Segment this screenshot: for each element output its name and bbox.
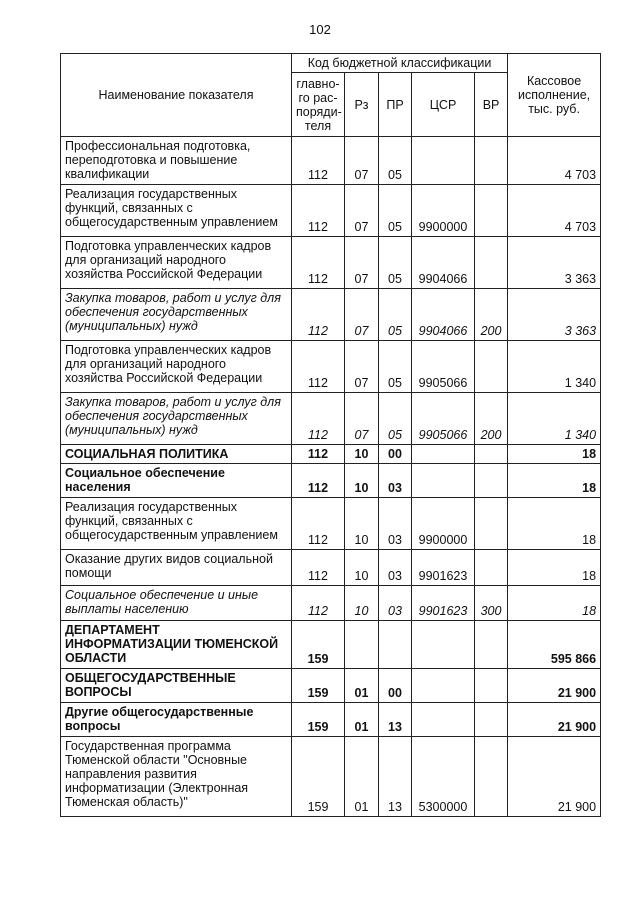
row-name: ДЕПАРТАМЕНТ ИНФОРМАТИЗАЦИИ ТЮМЕНСКОЙ ОБЛАСТИ xyxy=(61,621,292,669)
row-amount: 4 703 xyxy=(508,137,601,185)
row-name: Закупка товаров, работ и услуг для обеспечения государственных (муниципальных) нужд xyxy=(61,393,292,445)
row-pr: 05 xyxy=(379,185,412,237)
row-rz: 07 xyxy=(345,185,379,237)
row-vr xyxy=(475,445,508,464)
row-amount: 18 xyxy=(508,445,601,464)
row-pr xyxy=(379,621,412,669)
row-csr: 5300000 xyxy=(412,737,475,817)
row-pr: 05 xyxy=(379,289,412,341)
row-amount: 1 340 xyxy=(508,393,601,445)
row-amount: 4 703 xyxy=(508,185,601,237)
row-name: Социальное обеспечение и иные выплаты населению xyxy=(61,586,292,621)
header-budget-code: Код бюджетной классификации xyxy=(292,54,508,73)
table-row xyxy=(61,393,601,445)
table-row xyxy=(61,498,601,550)
row-pr: 03 xyxy=(379,464,412,498)
row-glavn: 112 xyxy=(292,464,345,498)
row-rz: 07 xyxy=(345,393,379,445)
row-name: Государственная программа Тюменской области "Основные направления развития информатизации (Электронная Тюменская область)" xyxy=(61,737,292,817)
row-rz xyxy=(345,621,379,669)
row-name: ОБЩЕГОСУДАРСТВЕННЫЕ ВОПРОСЫ xyxy=(61,669,292,703)
row-csr xyxy=(412,621,475,669)
row-glavn: 112 xyxy=(292,237,345,289)
row-name: Закупка товаров, работ и услуг для обеспечения государственных (муниципальных) нужд xyxy=(61,289,292,341)
table-row xyxy=(61,586,601,621)
row-csr xyxy=(412,137,475,185)
row-vr xyxy=(475,737,508,817)
row-vr xyxy=(475,185,508,237)
row-csr xyxy=(412,703,475,737)
row-vr xyxy=(475,237,508,289)
row-glavn: 112 xyxy=(292,137,345,185)
row-csr: 9901623 xyxy=(412,586,475,621)
row-amount: 18 xyxy=(508,464,601,498)
header-vr: ВР xyxy=(475,73,508,137)
row-glavn: 159 xyxy=(292,737,345,817)
table-row xyxy=(61,550,601,586)
row-amount: 21 900 xyxy=(508,703,601,737)
row-vr xyxy=(475,498,508,550)
row-vr xyxy=(475,464,508,498)
row-glavn: 112 xyxy=(292,498,345,550)
row-csr: 9905066 xyxy=(412,393,475,445)
row-name: Другие общегосударственные вопросы xyxy=(61,703,292,737)
header-indicator-name: Наименование показателя xyxy=(61,54,292,137)
row-pr: 03 xyxy=(379,498,412,550)
row-rz: 10 xyxy=(345,464,379,498)
row-rz: 07 xyxy=(345,137,379,185)
row-vr xyxy=(475,341,508,393)
row-name: Оказание других видов социальной помощи xyxy=(61,550,292,586)
row-amount: 3 363 xyxy=(508,289,601,341)
row-rz: 10 xyxy=(345,445,379,464)
table-row xyxy=(61,341,601,393)
row-amount: 18 xyxy=(508,550,601,586)
row-glavn: 112 xyxy=(292,185,345,237)
row-pr: 03 xyxy=(379,586,412,621)
table-row xyxy=(61,289,601,341)
row-amount: 21 900 xyxy=(508,737,601,817)
header-rz: Рз xyxy=(345,73,379,137)
row-amount: 21 900 xyxy=(508,669,601,703)
row-name: Подготовка управленческих кадров для организаций народного хозяйства Российской Федерации xyxy=(61,237,292,289)
row-glavn: 159 xyxy=(292,703,345,737)
row-amount: 595 866 xyxy=(508,621,601,669)
table-row xyxy=(61,703,601,737)
header-csr: ЦСР xyxy=(412,73,475,137)
header-pr: ПР xyxy=(379,73,412,137)
row-vr xyxy=(475,703,508,737)
row-rz: 10 xyxy=(345,586,379,621)
row-csr xyxy=(412,669,475,703)
header-main-manager: главно-го рас-поряди-теля xyxy=(292,73,345,137)
table-row xyxy=(61,669,601,703)
row-amount: 3 363 xyxy=(508,237,601,289)
row-glavn: 112 xyxy=(292,550,345,586)
row-pr: 00 xyxy=(379,445,412,464)
row-vr: 300 xyxy=(475,586,508,621)
row-rz: 07 xyxy=(345,341,379,393)
row-name: Реализация государственных функций, связанных с общегосударственным управлением xyxy=(61,498,292,550)
row-csr: 9905066 xyxy=(412,341,475,393)
header-cash-execution: Кассовое исполнение, тыс. руб. xyxy=(508,54,601,137)
row-rz: 07 xyxy=(345,237,379,289)
table-row xyxy=(61,621,601,669)
row-pr: 13 xyxy=(379,737,412,817)
row-glavn: 112 xyxy=(292,341,345,393)
table-row xyxy=(61,137,601,185)
row-rz: 07 xyxy=(345,289,379,341)
row-glavn: 112 xyxy=(292,445,345,464)
row-vr xyxy=(475,621,508,669)
table-row xyxy=(61,737,601,817)
row-rz: 10 xyxy=(345,498,379,550)
table-row xyxy=(61,464,601,498)
row-vr xyxy=(475,137,508,185)
row-name: СОЦИАЛЬНАЯ ПОЛИТИКА xyxy=(61,445,292,464)
page-number: 102 xyxy=(309,22,331,37)
budget-execution-table xyxy=(60,53,601,817)
row-name: Социальное обеспечение населения xyxy=(61,464,292,498)
row-csr: 9904066 xyxy=(412,289,475,341)
row-name: Реализация государственных функций, связанных с общегосударственным управлением xyxy=(61,185,292,237)
table-row xyxy=(61,237,601,289)
row-name: Подготовка управленческих кадров для организаций народного хозяйства Российской Федерации xyxy=(61,341,292,393)
row-rz: 01 xyxy=(345,737,379,817)
row-csr xyxy=(412,464,475,498)
row-rz: 01 xyxy=(345,669,379,703)
row-glavn: 112 xyxy=(292,586,345,621)
row-amount: 1 340 xyxy=(508,341,601,393)
row-glavn: 112 xyxy=(292,289,345,341)
row-vr xyxy=(475,550,508,586)
row-glavn: 159 xyxy=(292,621,345,669)
row-csr: 9900000 xyxy=(412,498,475,550)
row-pr: 05 xyxy=(379,341,412,393)
row-rz: 10 xyxy=(345,550,379,586)
table-row xyxy=(61,445,601,464)
row-pr: 00 xyxy=(379,669,412,703)
row-csr xyxy=(412,445,475,464)
row-vr: 200 xyxy=(475,289,508,341)
row-amount: 18 xyxy=(508,498,601,550)
row-amount: 18 xyxy=(508,586,601,621)
row-glavn: 112 xyxy=(292,393,345,445)
row-pr: 03 xyxy=(379,550,412,586)
row-pr: 05 xyxy=(379,137,412,185)
row-name: Профессиональная подготовка, переподготовка и повышение квалификации xyxy=(61,137,292,185)
row-csr: 9904066 xyxy=(412,237,475,289)
row-csr: 9901623 xyxy=(412,550,475,586)
row-pr: 05 xyxy=(379,237,412,289)
row-glavn: 159 xyxy=(292,669,345,703)
row-csr: 9900000 xyxy=(412,185,475,237)
row-vr: 200 xyxy=(475,393,508,445)
table-row xyxy=(61,185,601,237)
row-rz: 01 xyxy=(345,703,379,737)
row-pr: 13 xyxy=(379,703,412,737)
row-vr xyxy=(475,669,508,703)
row-pr: 05 xyxy=(379,393,412,445)
